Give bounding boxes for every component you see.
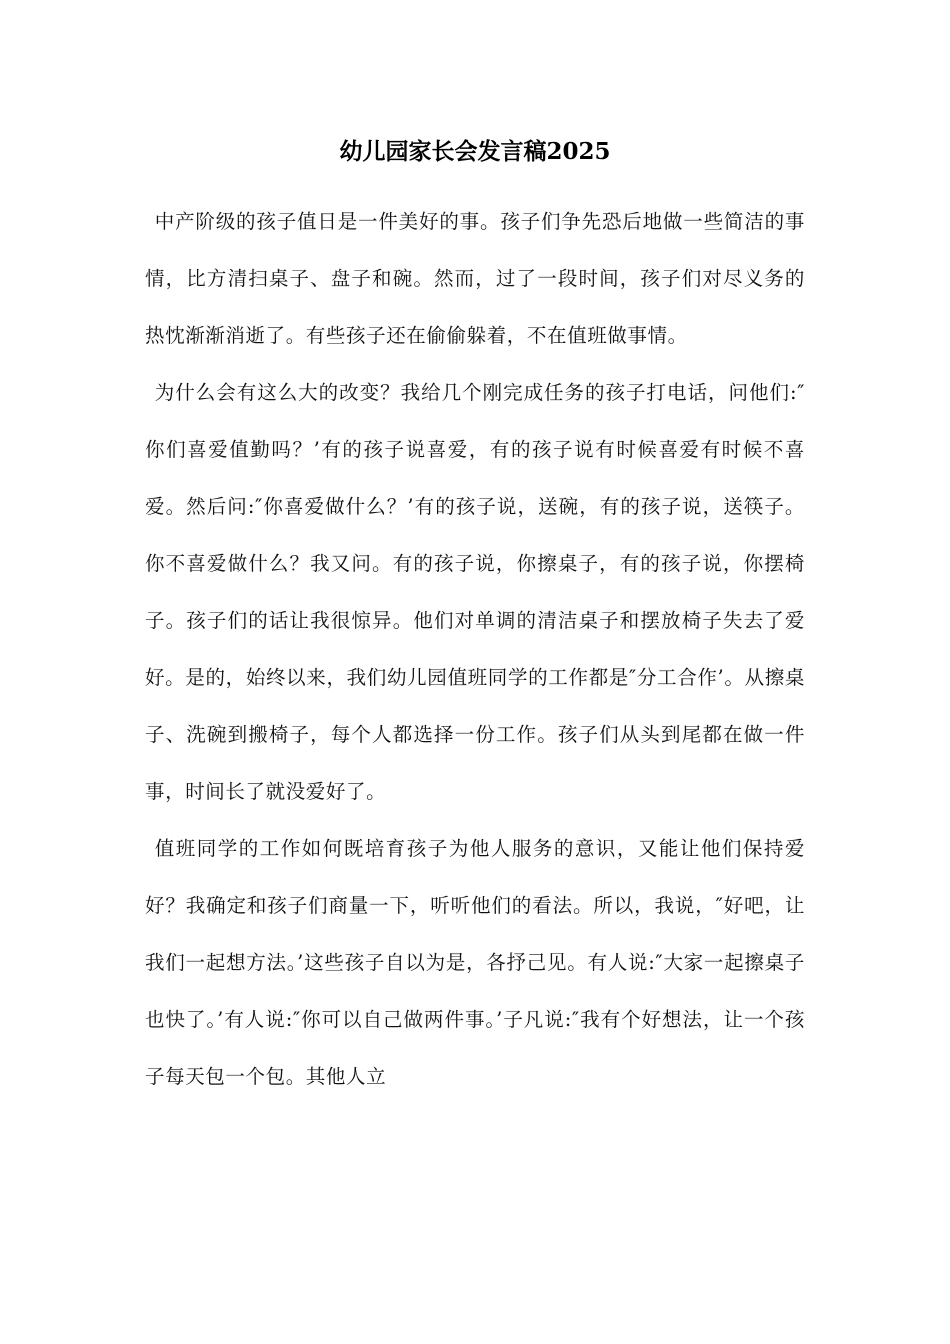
paragraph-1: 中产阶级的孩子值日是一件美好的事。孩子们争先恐后地做一些简洁的事情，比方清扫桌子、盘子和碗。然而，过了一段时间，孩子们对尽义务的热忱渐渐消逝了。有些孩子还在偷偷躲着，不在值班做事情。 [145,210,805,347]
paragraph-3: 值班同学的工作如何既培育孩子为他人服务的意识，又能让他们保持爱好？我确定和孩子们商量一下，听听他们的看法。所以，我说，″好吧，让我们一起想方法。’这些孩子自以为是，各抒己见。有人说:″大家一起擦桌子也快了。’有人说:″你可以自己做两件事。’子凡说:″我有个好想法，让一个孩子每天包一个包。其他人立 [145,837,805,1088]
document-body [145,193,805,1105]
paragraph-2: 为什么会有这么大的改变？我给几个刚完成任务的孩子打电话，问他们:″你们喜爱值勤吗？’有的孩子说喜爱，有的孩子说有时候喜爱有时候不喜爱。然后问:″你喜爱做什么？’有的孩子说，送碗，有的孩子说，送筷子。你不喜爱做什么？我又问。有的孩子说，你擦桌子，有的孩子说，你摆椅子。孩子们的话让我很惊异。他们对单调的清洁桌子和摆放椅子失去了爱好。是的，始终以来，我们幼儿园值班同学的工作都是″分工合作’。从擦桌子、洗碗到搬椅子，每个人都选择一份工作。孩子们从头到尾都在做一件事，时间长了就没爱好了。 [145,381,805,803]
document-title: 幼儿园家长会发言稿2025 [339,138,611,165]
